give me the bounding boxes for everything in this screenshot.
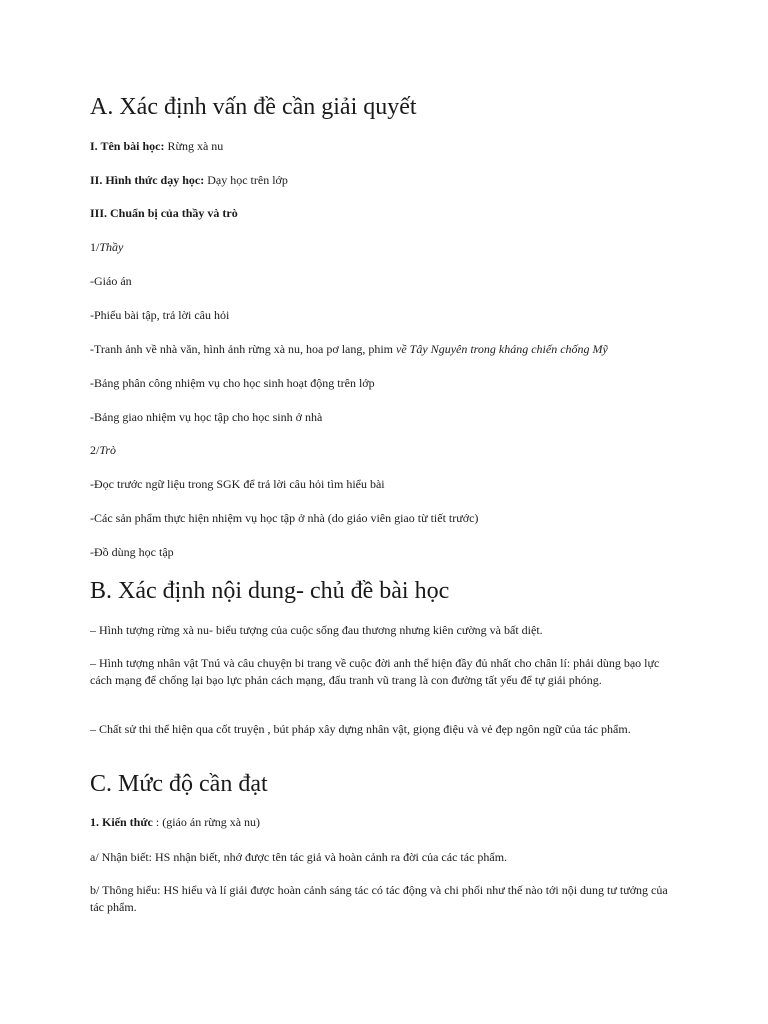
- teacher-prefix: 1/: [90, 240, 100, 254]
- lesson-name-value: Rừng xà nu: [164, 139, 224, 153]
- lesson-name-label: I. Tên bài học:: [90, 139, 165, 153]
- section-a-heading: A. Xác định vấn đề cần giải quyết: [90, 94, 417, 120]
- list-item: -Đồ dùng học tập: [90, 545, 174, 559]
- list-item: -Đọc trước ngữ liệu trong SGK để trả lời câu hỏi tìm hiểu bài: [90, 477, 385, 491]
- list-item: -Giáo án: [90, 274, 132, 288]
- list-item-text: -Tranh ảnh về nhà văn, hình ảnh rừng xà nu, hoa pơ lang, phim: [90, 342, 397, 356]
- preparation-heading: III. Chuẩn bị của thầy và trò: [90, 206, 238, 220]
- paragraph: a/ Nhận biết: HS nhận biết, nhớ được tên tác giả và hoàn cảnh ra đời của các tác phẩm.: [90, 850, 508, 864]
- lesson-name-line: [90, 139, 223, 154]
- student-label: Trò: [99, 443, 117, 457]
- paragraph: b/ Thông hiểu: HS hiểu và lí giải được hoàn cảnh sáng tác có tác động và chi phối như thế nào tới nội dung tư tưởng của tác phẩm.: [90, 883, 668, 914]
- student-prefix: 2/: [90, 443, 100, 457]
- section-b-heading: B. Xác định nội dung- chủ đề bài học: [90, 578, 450, 604]
- teacher-heading: [90, 240, 123, 255]
- list-item: -Bảng phân công nhiệm vụ cho học sinh hoạt động trên lớp: [90, 376, 375, 390]
- knowledge-value: : (giáo án rừng xà nu): [152, 815, 261, 829]
- list-item: -Bảng giao nhiệm vụ học tập cho học sinh ở nhà: [90, 410, 323, 424]
- knowledge-line: [90, 815, 260, 830]
- paragraph: – Hình tượng rừng xà nu- biểu tượng của cuộc sống đau thương nhưng kiên cường và bất diệt.: [90, 623, 543, 637]
- list-item: -Phiếu bài tập, trả lời câu hỏi: [90, 308, 230, 322]
- list-item-italic-text: về Tây Nguyên trong kháng chiến chống Mỹ: [396, 342, 608, 356]
- teacher-label: Thầy: [99, 240, 124, 254]
- section-c-heading: C. Mức độ cần đạt: [90, 771, 268, 797]
- teaching-form-value: Dạy học trên lớp: [204, 173, 288, 187]
- teaching-form-line: [90, 173, 288, 188]
- list-item: -Các sản phẩm thực hiện nhiệm vụ học tập ở nhà (do giáo viên giao từ tiết trước): [90, 511, 479, 525]
- paragraph: – Hình tượng nhân vật Tnú và câu chuyện bi trang về cuộc đời anh thể hiện đầy đủ nhất cho chân lí: phải dùng bạo lực cách mạng để chống lại bạo lực phản cách mạng, đấu tranh vũ trang là con đường tất yếu để tự giải phóng.: [90, 656, 660, 687]
- teaching-form-label: II. Hình thức dạy học:: [90, 173, 205, 187]
- knowledge-label: 1. Kiến thức: [90, 815, 153, 829]
- paragraph: – Chất sử thi thể hiện qua cốt truyện , bút pháp xây dựng nhân vật, giọng điệu và vẻ đẹp ngôn ngữ của tác phẩm.: [90, 722, 631, 736]
- student-heading: [90, 443, 116, 458]
- list-item: [90, 342, 608, 357]
